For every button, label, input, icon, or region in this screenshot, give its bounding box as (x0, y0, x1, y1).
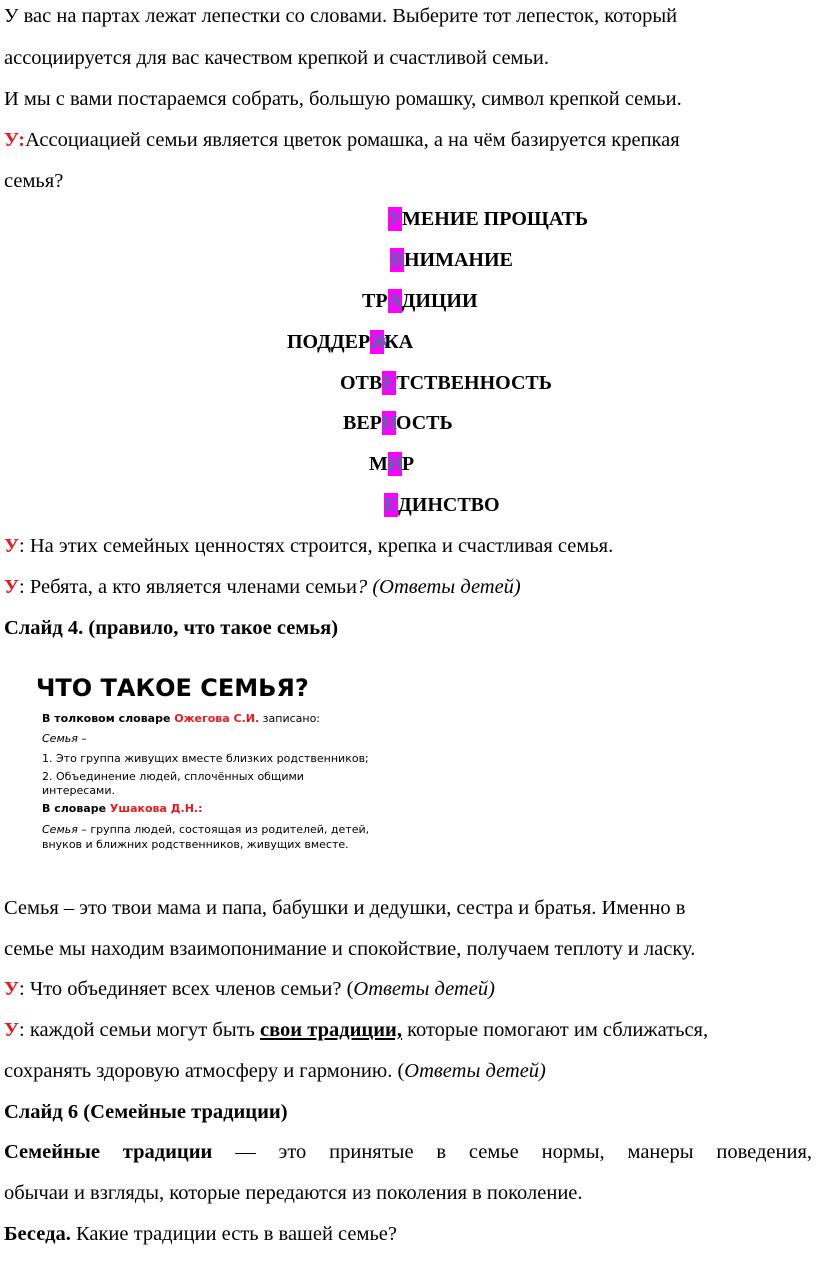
intro-line-5: семья? (4, 170, 64, 192)
teacher-mark: У (4, 978, 20, 1000)
traditions-line-1: У: каждой семьи могут быть свои традиции, которые помогают им сближаться, (4, 1019, 709, 1041)
traditions-line-2: сохранять здоровую атмосферу и гармонию. (Ответы детей) (4, 1060, 546, 1082)
acrostic-letter: Е (384, 494, 398, 516)
teacher-mark: У (4, 576, 20, 598)
acrostic-row: ВНИМАНИЕ (390, 249, 513, 271)
family-paragraph-1: Семья – это твои мама и папа, бабушки и дедушки, сестра и братья. Именно в (4, 897, 686, 919)
acrostic-letter: Н (381, 412, 398, 434)
teacher-mark: У (4, 1019, 20, 1041)
definition-line-2: обычаи и взгляды, которые передаются из поколения в поколение. (4, 1182, 583, 1204)
slide-line: Семья – группа людей, состоящая из родителей, детей, (42, 823, 370, 836)
family-paragraph-2: семье мы находим взаимопонимание и спокойствие, получаем теплоту и ласку. (4, 938, 696, 960)
slide-line: интересами. (42, 784, 115, 797)
acrostic-row: ПОДДЕРЖКА (287, 331, 414, 353)
question-line: У: Ребята, а кто является членами семьи? (Ответы детей) (4, 576, 521, 598)
acrostic-letter: У (388, 208, 403, 230)
slide-line: 1. Это группа живущих вместе близких родственников; (42, 752, 369, 765)
acrostic-letter: Е (382, 372, 396, 394)
acrostic-letter: А (387, 290, 403, 312)
acrostic-row: МИР (369, 453, 415, 475)
acrostic-row: ТРАДИЦИИ (362, 290, 478, 312)
slide-line: 2. Объединение людей, сплочённых общими (42, 770, 304, 783)
values-line: У: На этих семейных ценностях строится, крепка и счастливая семья. (4, 535, 614, 557)
acrostic-row: УМЕНИЕ ПРОЩАТЬ (388, 208, 589, 230)
intro-line-1: У вас на партах лежат лепестки со словами. Выберите тот лепесток, который (4, 5, 678, 27)
slide-4-heading: Слайд 4. (правило, что такое семья) (4, 617, 339, 639)
slide-line: Семья – (42, 732, 87, 745)
intro-line-3: И мы с вами постараемся собрать, большую ромашку, символ крепкой семьи. (4, 88, 682, 110)
intro-line-4-text: Ассоциацией семьи является цветок ромашка, а на чём базируется крепкая (25, 129, 680, 151)
acrostic-letter: В (390, 249, 404, 271)
slide-image (22, 662, 382, 862)
intro-line-4 (4, 128, 680, 152)
teacher-mark: У (4, 535, 20, 557)
acrostic-letter: Ж (370, 331, 390, 353)
teacher-mark: У: (4, 129, 26, 151)
definition-line-1: Семейные традиции — это принятые в семье нормы, манеры поведения, (4, 1141, 812, 1163)
slide-line: В толковом словаре Ожегова С.И. записано: (42, 712, 321, 725)
acrostic-row: ВЕРНОСТЬ (343, 412, 453, 434)
slide-line: В словаре Ушакова Д.Н.: (42, 802, 203, 815)
acrostic-letter: И (387, 453, 404, 475)
intro-line-2: ассоциируется для вас качеством крепкой и счастливой семьи. (4, 47, 549, 69)
slide-title: ЧТО ТАКОЕ СЕМЬЯ? (36, 674, 309, 702)
unite-question: У: Что объединяет всех членов семьи? (Ответы детей) (4, 978, 495, 1000)
conversation-line: Беседа. Какие традиции есть в вашей семье? (4, 1223, 398, 1245)
acrostic-row: ОТВЕТСТВЕННОСТЬ (340, 372, 552, 394)
slide-line: внуков и ближних родственников, живущих вместе. (42, 838, 349, 851)
acrostic-row: ЕДИНСТВО (384, 494, 500, 516)
slide-6-heading: Слайд 6 (Семейные традиции) (4, 1101, 288, 1123)
